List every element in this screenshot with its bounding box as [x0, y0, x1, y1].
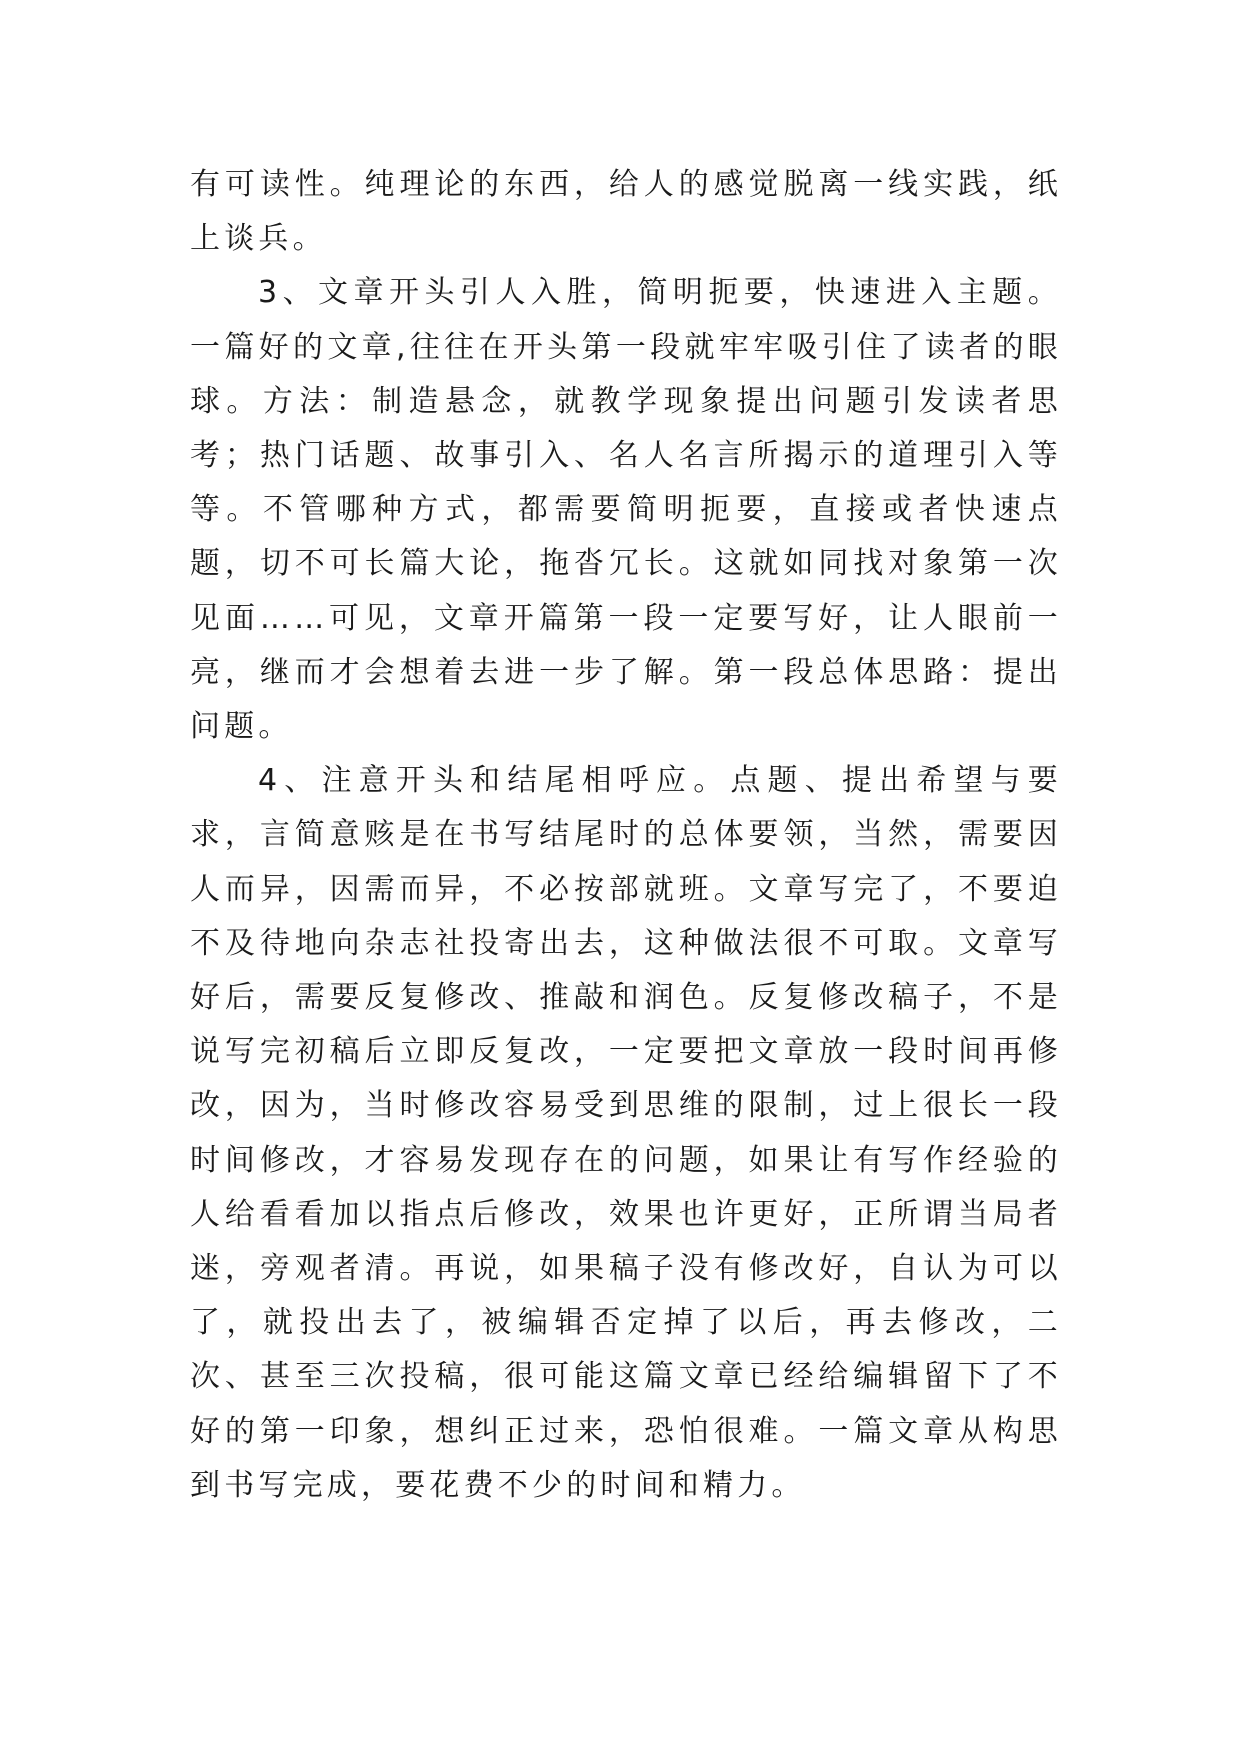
paragraph-point-3: 3、文章开头引人入胜，简明扼要，快速进入主题。一篇好的文章,往往在开头第一段就牢牢吸引住了读者的眼球。方法：制造悬念，就教学现象提出问题引发读者思考；热门话题、故事引入、名人名言所揭示的道理引入等等。不管哪种方式，都需要简明扼要，直接或者快速点题，切不可长篇大论，拖沓冗长。这就如同找对象第一次见面……可见，文章开篇第一段一定要写好，让人眼前一亮，继而才会想着去进一步了解。第一段总体思路：提出问题。 [190, 275, 1062, 745]
paragraph-point-4: 4、注意开头和结尾相呼应。点题、提出希望与要求，言简意赅是在书写结尾时的总体要领，当然，需要因人而异，因需而异，不必按部就班。文章写完了，不要迫不及待地向杂志社投寄出去，这种做法很不可取。文章写好后，需要反复修改、推敲和润色。反复修改稿子，不是说写完初稿后立即反复改，一定要把文章放一段时间再修改，因为，当时修改容易受到思维的限制，过上很长一段时间修改，才容易发现存在的问题，如果让有写作经验的人给看看加以指点后修改，效果也许更好，正所谓当局者迷，旁观者清。再说，如果稿子没有修改好，自认为可以了，就投出去了，被编辑否定掉了以后，再去修改，二次、甚至三次投稿，很可能这篇文章已经给编辑留下了不好的第一印象，想纠正过来，恐怕很难。一篇文章从构思到书写完成，要花费不少的时间和精力。 [190, 763, 1062, 1503]
paragraph-continuation: 有可读性。纯理论的东西，给人的感觉脱离一线实践，纸上谈兵。 [190, 167, 1062, 257]
document-body [190, 158, 1062, 1513]
